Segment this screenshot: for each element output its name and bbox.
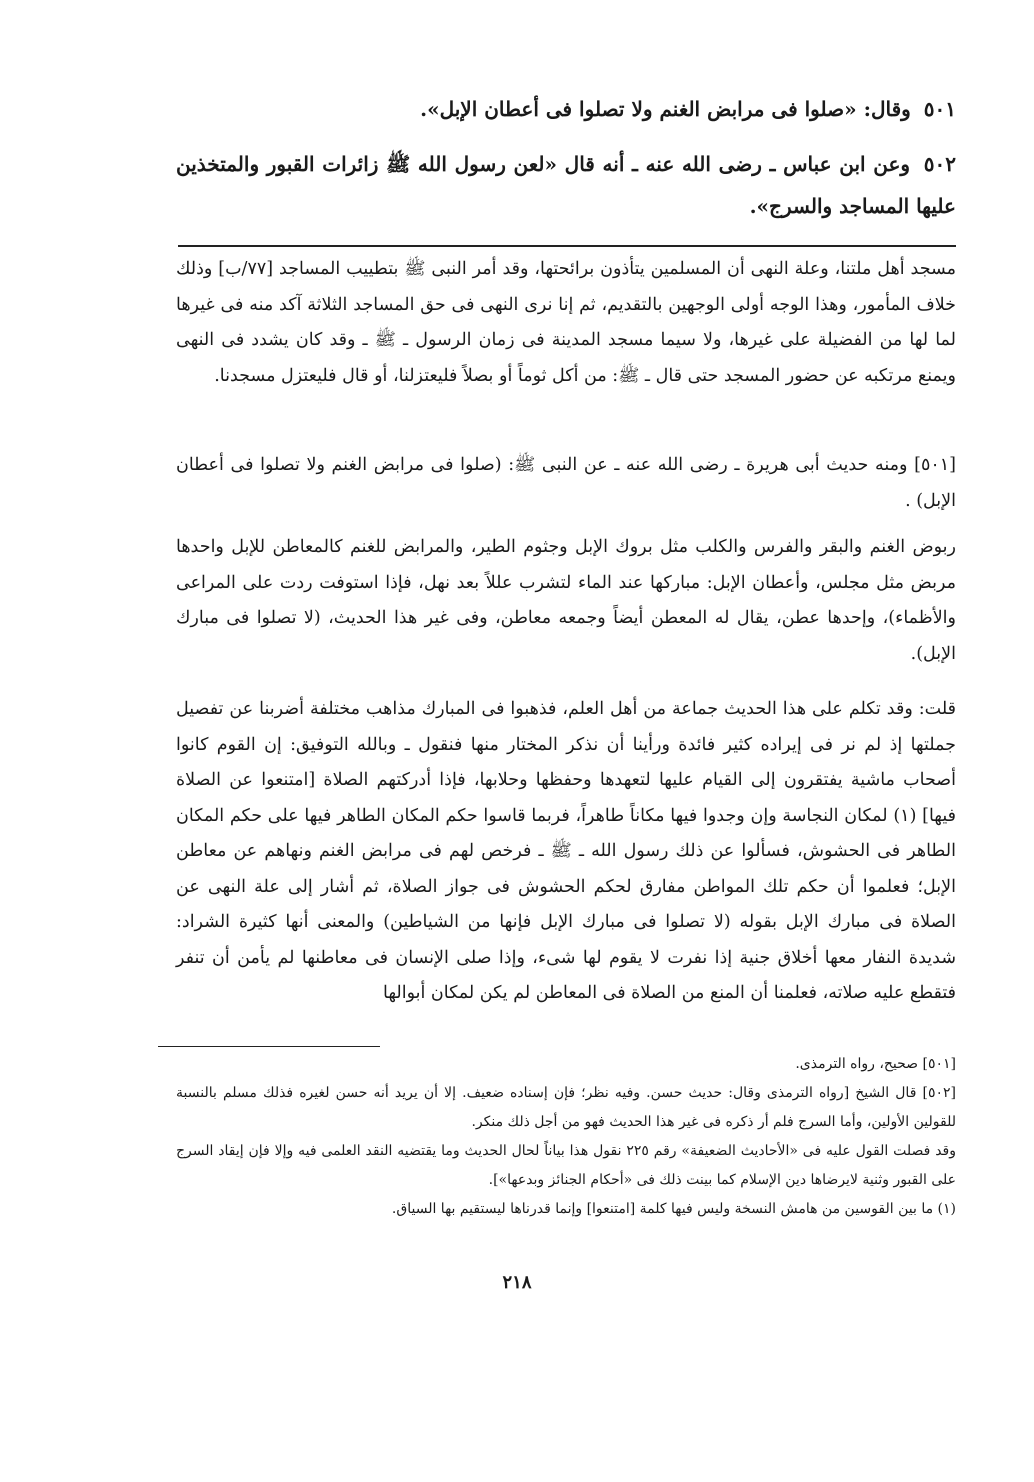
commentary-paragraph-3 [176, 530, 956, 672]
footnote-divider [158, 1046, 380, 1047]
section-divider [178, 245, 956, 247]
commentary-text: [٥٠١] ومنه حديث أبى هريرة ـ رضى الله عنه ـ عن النبى ﷺ: (صلوا فى مرابض الغنم ولا تصلوا فى أعطان الإبل) . [176, 455, 956, 511]
hadith-text: وقال: «صلوا فى مرابض الغنم ولا تصلوا فى أعطان الإبل». [420, 97, 911, 121]
commentary-text: قلت: وقد تكلم على هذا الحديث جماعة من أهل العلم، فذهبوا فى المبارك مذاهب مختلفة أضربنا عن تفصيل جملتها إذ لم نر فى إيراده كثير فائدة ورأينا أن نذكر المختار منها فنقول ـ وبالله التوفيق: إن القوم كانوا أصحاب ماشية يفتقرون إلى القيام عليها لتعهدها وحفظها وحلابها، فإذا أدركتهم الصلاة [امتنعوا عن الصلاة فيها] (١) لمكان النجاسة وإن وجدوا فيها مكاناً طاهراً، فربما قاسوا حكم المكان الطاهر فيها على حكم المكان الطاهر فى الحشوش، فسألوا عن ذلك رسول الله ـ ﷺ ـ فرخص لهم فى مرابض الغنم ونهاهم عن معاطن الإبل؛ فعلموا أن حكم تلك المواطن مفارق لحكم الحشوش فى جواز الصلاة، ثم أشار إلى علة النهى عن الصلاة فى مبارك الإبل بقوله (لا تصلوا فى مبارك الإبل فإنها من الشياطين) والمعنى أنها كثيرة الشراد: شديدة النفار معها أخلاق جنية إذا نفرت لا يقوم لها شىء، وإذا صلى الإنسان فى معاطنها لم يأمن أن تنفر فتقطع عليه صلاته، فعلمنا أن المنع من الصلاة فى المعاطن لم يكن لمكان أبوالها [176, 699, 957, 1003]
footnote-1: (١) ما بين القوسين من هامش النسخة وليس فيها كلمة [امتنعوا] وإنما قدرناها ليستقيم بها السياق. [391, 1201, 956, 1217]
hadith-501 [176, 88, 956, 130]
footnote-501: [٥٠١] صحيح، رواه الترمذى. [795, 1056, 956, 1072]
footnotes [176, 1050, 956, 1224]
commentary-text: ربوض الغنم والبقر والفرس والكلب مثل بروك الإبل وجثوم الطير، والمرابض للغنم كالمعاطن للإبل واحدها مربض مثل مجلس، وأعطان الإبل: مباركها عند الماء لتشرب عللاً بعد نهل، فإذا استوفت ردت على المراعى والأظماء)، وإحدها عطن، يقال له المعطن أيضاً وجمعه معاطن، وفى غير هذا الحديث، (لا تصلوا فى مبارك الإبل). [176, 537, 956, 664]
footnote-502-continued: وقد فصلت القول عليه فى «الأحاديث الضعيفة» رقم ٢٢٥ نقول هذا بياناً لحال الحديث وما يقتضيه النقد العلمى فيه وإلا فإن إيقاد السرج على القبور وثنية لايرضاها دين الإسلام كما بينت ذلك فى «أحكام الجنائز وبدعها»]. [176, 1143, 956, 1188]
commentary-paragraph-4 [176, 692, 956, 1012]
hadith-502 [176, 143, 956, 227]
hadith-text: وعن ابن عباس ـ رضى الله عنه ـ أنه قال «لعن رسول الله ﷺ زائرات القبور والمتخذين عليها المساجد والسرج». [176, 152, 956, 218]
hadith-number: ٥٠١ [923, 97, 956, 121]
commentary-paragraph-2 [176, 448, 956, 519]
page-number: ٢١٨ [502, 1272, 532, 1293]
footnote-502: [٥٠٢] قال الشيخ [رواه الترمذى وقال: حديث حسن. وفيه نظر؛ فإن إسناده ضعيف. إلا أن يريد أنه حسن لغيره فذلك مسلم بالنسبة للقولين الأولين، وأما السرج فلم أر ذكره فى غير هذا الحديث فهو من أجل ذلك منكر. [176, 1085, 956, 1130]
commentary-paragraph-1 [176, 252, 956, 394]
hadith-number: ٥٠٢ [923, 152, 956, 176]
commentary-text: مسجد أهل ملتنا، وعلة النهى أن المسلمين يتأذون برائحتها، وقد أمر النبى ﷺ بتطييب المساجد [٧٧/ب] وذلك خلاف المأمور، وهذا الوجه أولى الوجهين بالتقديم، ثم إنا نرى النهى فى حق المساجد الثلاثة آكد منه فى غيرها لما لها من الفضيلة على غيرها، ولا سيما مسجد المدينة فى زمان الرسول ـ ﷺ ـ وقد كان يشدد فى النهى ويمنع مرتكبه عن حضور المسجد حتى قال ـ ﷺ: من أكل ثوماً أو بصلاً فليعتزلنا، أو قال فليعتزل مسجدنا. [176, 259, 956, 386]
